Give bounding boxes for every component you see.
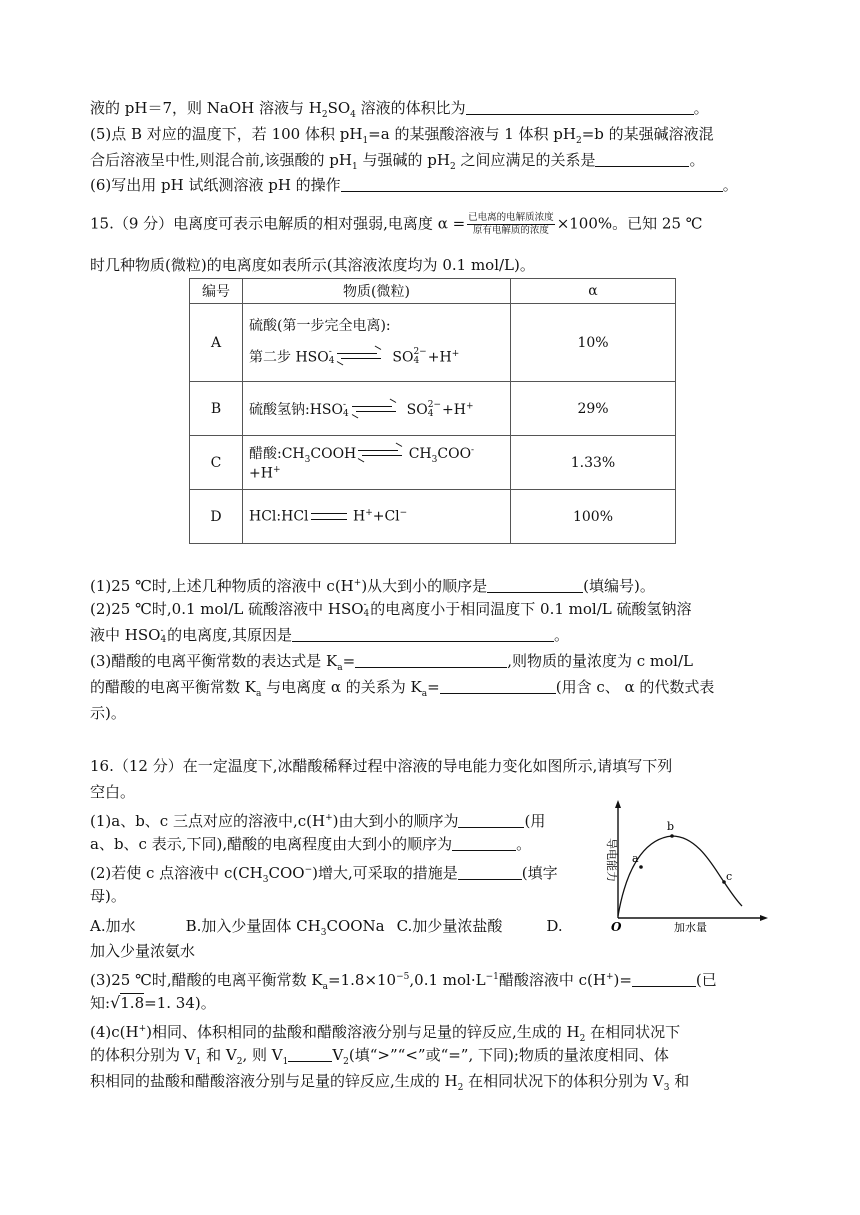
answer-blank[interactable]: [487, 576, 583, 593]
answer-blank[interactable]: [632, 970, 696, 987]
text-line: 母)。: [90, 887, 126, 905]
option-b[interactable]: B.加入少量固体 $CH_3COONa$: [185, 917, 385, 938]
table-row: C 醋酸$:CH_3COOH$ $CH_3COO^-+H^+$ 1.33%: [190, 436, 676, 490]
equilibrium-arrow: [352, 406, 396, 414]
question-15: 15.（9 分）电离度可表示电解质的相对强弱,电离度 α = $\frac{\text{已电离的电解质浓度}}{\text{原有电解质的浓度}}$ ×100%。已知 25 ℃: [90, 212, 703, 236]
text-line: (4)c(H+)相同、体积相同的盐酸和醋酸溶液分别与足量的锌反应,生成的 $H_2$ 在相同状况下: [90, 1023, 681, 1044]
text-line: (1)a、b、c 三点对应的溶液中,c(H+)由大到小的顺序为 (用: [90, 812, 546, 830]
answer-blank[interactable]: [440, 677, 556, 694]
text-line: (6)写出用 pH 试纸测溶液 pH 的操作 。: [90, 176, 738, 194]
answer-blank[interactable]: [355, 651, 507, 668]
text-line: 液的 pH＝7，则 NaOH 溶液与 $H_2SO_4$ 溶液的体积比为 。: [90, 99, 709, 120]
text-line: 的体积分别为 $V_1$ 和 $V_2$, 则 $V_1$ $V_2$(填“>”“<”或“=”, 下同);物质的量浓度相同、体: [90, 1046, 669, 1067]
table-header: α: [511, 279, 676, 304]
text-line: 知:√1.8=1. 34)。: [90, 993, 216, 1012]
answer-blank[interactable]: [341, 175, 723, 192]
question-16: 16.（12 分）在一定温度下,冰醋酸稀释过程中溶液的导电能力变化如图所示,请填写下列: [90, 757, 673, 775]
option-a[interactable]: A.加水: [90, 917, 136, 935]
full-ionization-sign: [311, 513, 347, 520]
answer-blank[interactable]: [452, 834, 516, 851]
x-axis-label: 加水量: [674, 921, 707, 934]
text-line: (3)25 ℃时,醋酸的电离平衡常数 $K_a=1.8\times 10^{-5},0.1$ $mol\cdot L^{-1}$醋酸溶液中 c(H+)= (已: [90, 971, 717, 992]
answer-blank[interactable]: [595, 150, 689, 167]
text-line: 示)。: [90, 704, 126, 722]
text-line: (5)点 B 对应的温度下，若 100 体积 $pH_1=a$ 的某强酸溶液与 1 体积 $pH_2=b$ 的某强碱溶液混: [90, 125, 714, 146]
text-line: 空白。: [90, 783, 136, 801]
answer-blank[interactable]: [458, 811, 524, 828]
point-b-label: b: [667, 820, 675, 833]
text-line: 液中 HSO - 4 的电离度,其原因是 。: [90, 626, 569, 645]
text-line: (3)醋酸的电离平衡常数的表达式是 $K_a=$ ,则物质的量浓度为 c mol/L: [90, 652, 693, 673]
text-line: (1)25 ℃时,上述几种物质的溶液中 c(H+)从大到小的顺序是 (填编号)。: [90, 577, 655, 595]
text-line: 加入少量浓氨水: [90, 942, 196, 960]
conductivity-graph: [594, 798, 770, 936]
equilibrium-arrow: [337, 353, 381, 361]
answer-blank[interactable]: [288, 1045, 332, 1062]
point-c-label: c: [726, 870, 733, 883]
option-d[interactable]: D.: [546, 917, 563, 935]
answer-blank[interactable]: [466, 98, 694, 115]
table-row: D HCl:HCl H++Cl− 100%: [190, 490, 676, 544]
option-c[interactable]: C.加少量浓盐酸: [396, 917, 503, 935]
point-a-label: a: [632, 852, 639, 865]
table-header: 物质(微粒): [243, 279, 511, 304]
ionization-table: [189, 278, 676, 544]
text-line: (2)25 ℃时,0.1 mol/L 硫酸溶液中 HSO - 4 的电离度小于相同温度下 0.1 mol/L 硫酸氢钠溶: [90, 600, 692, 619]
text-line: a、b、c 表示,下同),醋酸的电离程度由大到小的顺序为 。: [90, 835, 532, 853]
answer-blank[interactable]: [292, 625, 554, 642]
text-line: 积相同的盐酸和醋酸溶液分别与足量的锌反应,生成的 $H_2$ 在相同状况下的体积分别为 $V_3$ 和: [90, 1072, 690, 1093]
table-header: 编号: [190, 279, 243, 304]
y-axis-label: 导电能力: [605, 838, 618, 882]
table-row: B 硫酸氢钠:HSO - 4 SO 2− 4 +H+ 29%: [190, 382, 676, 436]
text-line: 合后溶液呈中性,则混合前,该强酸的 $pH_1$ 与强碱的 $pH_2$ 之间应满足的关系是 。: [90, 151, 705, 172]
ionization-fraction: $\frac{\text{已电离的电解质浓度}}{\text{原有电解质的浓度}}$: [468, 212, 554, 236]
text-line: 的醋酸的电离平衡常数 $K_a$ 与电离度 α 的关系为 $K_a=$ (用含 c、 α 的代数式表: [90, 678, 715, 699]
table-row: A 硫酸(第一步完全电离): 第二步 HSO - 4 SO 2− 4 +H+ 10%: [190, 304, 676, 382]
text-line: (2)若使 c 点溶液中 $c(CH_3COO^-)$增大,可采取的措施是 (填字: [90, 864, 558, 885]
text-line: 时几种物质(微粒)的电离度如表所示(其溶液浓度均为 0.1 mol/L)。: [90, 256, 535, 274]
answer-blank[interactable]: [458, 863, 522, 880]
equilibrium-arrow: [358, 450, 402, 458]
origin-label: O: [611, 920, 622, 934]
